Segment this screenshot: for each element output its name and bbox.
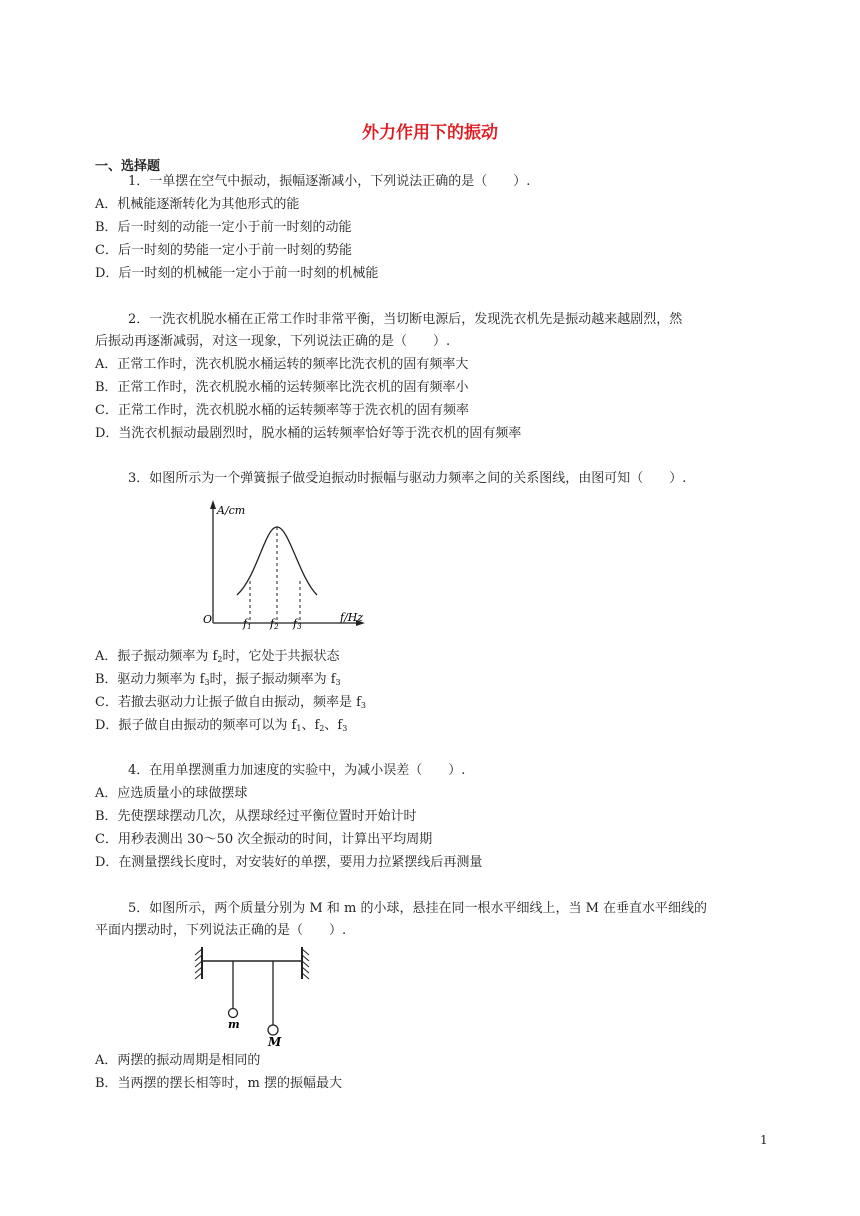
q3-stem: 3．如图所示为一个弹簧振子做受迫振动时振幅与驱动力频率之间的关系图线，由图可知（ ）. xyxy=(128,471,687,486)
double-pendulum-figure xyxy=(190,943,320,1048)
q5-option-a: A．两摆的振动周期是相同的 xyxy=(95,1053,261,1068)
tick-f2: f2 xyxy=(270,617,279,631)
label-m: m xyxy=(228,1018,240,1031)
page-number: 1 xyxy=(760,1133,768,1147)
section-heading: 一、选择题 xyxy=(95,159,161,174)
q2-option-a: A．正常工作时，洗衣机脱水桶运转的频率比洗衣机的固有频率大 xyxy=(95,357,469,372)
q1-stem: 1．一单摆在空气中振动，振幅逐渐减小，下列说法正确的是（ ）. xyxy=(128,174,531,189)
tick-f3: f3 xyxy=(293,617,302,631)
q4-stem: 4．在用单摆测重力加速度的实验中，为减小误差（ ）. xyxy=(128,763,466,778)
q4-option-b: B．先使摆球摆动几次，从摆球经过平衡位置时开始计时 xyxy=(95,809,417,824)
q4-option-d: D．在测量摆线长度时，对安装好的单摆，要用力拉紧摆线后再测量 xyxy=(95,855,483,870)
x-axis-label: f/Hz xyxy=(340,611,364,624)
y-axis-label: A/cm xyxy=(217,504,246,517)
q3-option-d: D．振子做自由振动的频率可以为 $f_1$、$f_2$、$f_3$ xyxy=(95,718,348,733)
q2-stem-line1: 2．一洗衣机脱水桶在正常工作时非常平衡，当切断电源后，发现洗衣机先是振动越来越剧烈，然 xyxy=(128,312,683,327)
q2-stem-line2: 后振动再逐渐减弱，对这一现象，下列说法正确的是（ ）. xyxy=(95,334,451,349)
q2-option-b: B．正常工作时，洗衣机脱水桶的运转频率比洗衣机的固有频率小 xyxy=(95,380,469,395)
q1-option-c: C．后一时刻的势能一定小于前一时刻的势能 xyxy=(95,243,352,258)
q2-option-c: C．正常工作时，洗衣机脱水桶的运转频率等于洗衣机的固有频率 xyxy=(95,403,469,418)
q5-option-b: B．当两摆的摆长相等时，m 摆的振幅最大 xyxy=(95,1076,343,1091)
q3-option-b: B．驱动力频率为 $f_3$时，振子振动频率为 $f_3$ xyxy=(95,672,341,687)
q3-option-a: A．振子振动频率为 $f_2$时，它处于共振状态 xyxy=(95,649,340,664)
q1-option-b: B．后一时刻的动能一定小于前一时刻的动能 xyxy=(95,220,352,235)
q1-option-d: D．后一时刻的机械能一定小于前一时刻的机械能 xyxy=(95,266,379,281)
q3-option-c: C．若撤去驱动力让振子做自由振动，频率是 $f_3$ xyxy=(95,695,366,710)
q2-option-d: D．当洗衣机振动最剧烈时，脱水桶的运转频率恰好等于洗衣机的固有频率 xyxy=(95,426,522,441)
q4-option-a: A．应选质量小的球做摆球 xyxy=(95,786,248,801)
tick-f1: f1 xyxy=(243,617,252,631)
q4-option-c: C．用秒表测出 30～50 次全振动的时间，计算出平均周期 xyxy=(95,832,433,847)
q5-stem-line1: 5．如图所示，两个质量分别为 M 和 m 的小球，悬挂在同一根水平细线上，当 M 在垂直水平细线的 xyxy=(128,901,708,916)
label-M: M xyxy=(268,1035,282,1048)
q5-stem-line2: 平面内摆动时，下列说法正确的是（ ）. xyxy=(95,923,347,938)
document-title: 外力作用下的振动 xyxy=(362,123,498,143)
resonance-curve-figure xyxy=(195,497,375,637)
q1-option-a: A．机械能逐渐转化为其他形式的能 xyxy=(95,197,300,212)
origin-label: O xyxy=(203,613,213,626)
